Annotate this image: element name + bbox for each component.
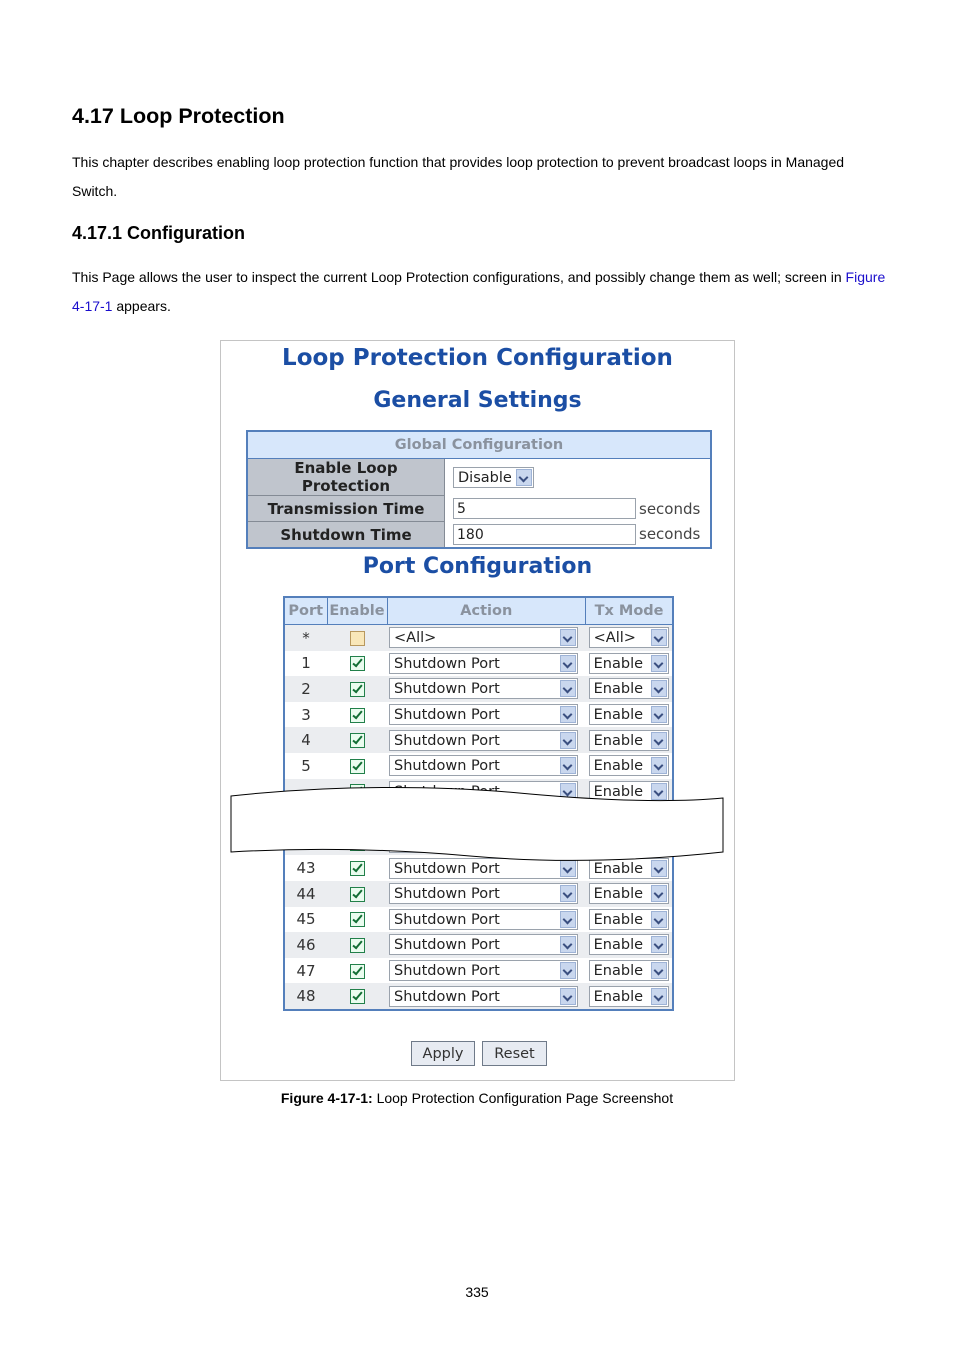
column-header-action: Action: [387, 597, 586, 625]
action-value: Shutdown Port: [394, 988, 500, 1005]
enable-checkbox[interactable]: [350, 708, 365, 723]
action-select[interactable]: [389, 704, 578, 725]
tx-mode-select[interactable]: [589, 960, 669, 981]
tx-mode-cell: [586, 727, 673, 753]
enable-checkbox[interactable]: [350, 682, 365, 697]
port-number: 47: [296, 961, 316, 980]
port-number: 48: [284, 983, 327, 1010]
transmission-time-cell: [445, 496, 640, 522]
port-row: [284, 932, 673, 958]
shutdown-time-input[interactable]: 180: [453, 524, 636, 545]
general-settings-title: General Settings: [373, 388, 582, 413]
action-value: Shutdown Port: [394, 758, 500, 775]
port-configuration-title: Port Configuration: [362, 554, 593, 579]
transmission-time-input[interactable]: 5: [453, 498, 636, 519]
enable-cell: [327, 651, 387, 677]
transmission-time-unit: seconds: [639, 499, 701, 518]
figure-link[interactable]: Figure 4-17-1: [72, 269, 886, 314]
caption-text: Loop Protection Configuration Page Screenshot: [372, 1090, 674, 1106]
port-row: [284, 881, 673, 907]
action-cell: [387, 907, 586, 933]
action-select[interactable]: [389, 678, 578, 699]
action-select[interactable]: [389, 653, 578, 674]
enable-checkbox[interactable]: [350, 964, 365, 979]
chevron-down-icon: [560, 911, 576, 928]
chevron-down-icon: [560, 988, 576, 1005]
shutdown-time-unit: seconds: [639, 525, 701, 544]
enable-cell: [327, 676, 387, 702]
tx-mode-value: Enable: [593, 860, 644, 877]
action-value: Shutdown Port: [394, 681, 500, 698]
tx-mode-select[interactable]: [589, 730, 669, 751]
action-value: Shutdown Port: [394, 937, 500, 954]
enable-cell: [327, 907, 387, 933]
port-number: 46: [284, 932, 327, 958]
port-row: [284, 702, 673, 728]
chevron-down-icon: [651, 629, 667, 646]
figure-caption: [0, 1090, 954, 1106]
tx-mode-cell: [586, 753, 673, 779]
tx-mode-value: Enable: [593, 758, 644, 775]
subsection-heading: 4.17.1 Configuration: [72, 223, 246, 243]
enable-cell: [327, 932, 387, 958]
tx-mode-value: Enable: [593, 732, 644, 749]
tx-mode-select[interactable]: [589, 909, 669, 930]
enable-checkbox[interactable]: [350, 912, 365, 927]
tx-mode-value: Enable: [593, 783, 644, 800]
tx-mode-select[interactable]: [589, 755, 669, 776]
tx-mode-select[interactable]: [589, 653, 669, 674]
port-number: 44: [284, 881, 327, 907]
column-header-tx-mode: Tx Mode: [586, 597, 673, 625]
tx-mode-value: Enable: [593, 937, 644, 954]
tx-mode-select[interactable]: [589, 704, 669, 725]
action-value: <All>: [394, 630, 437, 647]
enable-checkbox[interactable]: [350, 887, 365, 902]
action-cell: [387, 676, 586, 702]
reset-button[interactable]: Reset: [482, 1041, 547, 1066]
chevron-down-icon: [560, 936, 576, 953]
tx-mode-select[interactable]: [589, 986, 669, 1007]
action-select[interactable]: [389, 883, 578, 904]
port-row: [284, 958, 673, 984]
tx-mode-value: Enable: [593, 655, 644, 672]
enable-checkbox[interactable]: [350, 733, 365, 748]
tx-mode-value: Enable: [593, 707, 644, 724]
action-value: Shutdown Port: [394, 707, 500, 724]
enable-cell: [327, 881, 387, 907]
enable-cell: [327, 958, 387, 984]
tx-mode-value: Enable: [593, 681, 644, 698]
configuration-paragraph: [72, 263, 887, 320]
shutdown-time-cell: [445, 522, 640, 549]
action-cell: [387, 753, 586, 779]
screenshot-frame: [220, 340, 735, 1081]
port-row: [284, 753, 673, 779]
enable-cell: [327, 625, 387, 651]
action-value: Shutdown Port: [394, 886, 500, 903]
enable-loop-protection-select[interactable]: [453, 467, 534, 488]
paragraph-tail: appears.: [112, 297, 171, 314]
table-break-overlay: [230, 784, 725, 864]
port-number: 4: [284, 727, 327, 753]
intro-paragraph: This chapter describes enabling loop protection function that provides loop protection to prevent broadcast loops in Managed Switch.: [72, 154, 845, 199]
chevron-down-icon: [516, 469, 532, 486]
enable-loop-protection-cell: [445, 459, 712, 496]
tx-mode-value: Enable: [593, 988, 644, 1005]
chevron-down-icon: [560, 757, 576, 774]
paragraph-text: This Page allows the user to inspect the current Loop Protection configurations, and possibly change them as well; screen in: [72, 269, 842, 285]
transmission-time-label: Transmission Time: [247, 496, 445, 522]
port-number: 2: [284, 676, 327, 702]
port-number: 3: [301, 705, 311, 724]
action-select[interactable]: [389, 934, 578, 955]
port-row: [284, 983, 673, 1010]
tx-mode-cell: [586, 958, 673, 984]
tx-mode-cell: [586, 651, 673, 677]
port-row: [284, 727, 673, 753]
action-value: Shutdown Port: [394, 655, 500, 672]
tx-mode-select[interactable]: [589, 627, 669, 648]
action-cell: [387, 625, 586, 651]
chevron-down-icon: [651, 885, 667, 902]
shutdown-time-label: Shutdown Time: [247, 522, 445, 549]
action-cell: [387, 958, 586, 984]
chevron-down-icon: [651, 732, 667, 749]
action-cell: [387, 983, 586, 1010]
column-header-port: Port: [284, 597, 327, 625]
chevron-down-icon: [560, 962, 576, 979]
page-title: Loop Protection Configuration: [282, 345, 673, 371]
enable-checkbox[interactable]: [350, 656, 365, 671]
tx-mode-select[interactable]: [589, 678, 669, 699]
chevron-down-icon: [651, 988, 667, 1005]
port-row: [284, 651, 673, 677]
action-value: Shutdown Port: [394, 911, 500, 928]
tx-mode-cell: [586, 932, 673, 958]
chevron-down-icon: [651, 962, 667, 979]
tx-mode-value: <All>: [593, 630, 636, 647]
chevron-down-icon: [651, 706, 667, 723]
chevron-down-icon: [560, 732, 576, 749]
action-select[interactable]: [389, 909, 578, 930]
tx-mode-cell: [586, 676, 673, 702]
action-cell: [387, 881, 586, 907]
chevron-down-icon: [651, 655, 667, 672]
tx-mode-select[interactable]: [589, 883, 669, 904]
global-configuration-table: [246, 430, 712, 549]
enable-cell: [327, 727, 387, 753]
enable-checkbox[interactable]: [350, 938, 365, 953]
section-heading: 4.17 Loop Protection: [72, 104, 285, 128]
action-select[interactable]: [389, 960, 578, 981]
enable-cell: [327, 983, 387, 1010]
port-row: [284, 625, 673, 651]
port-number: 5: [301, 756, 311, 775]
enable-checkbox[interactable]: [350, 989, 365, 1004]
tx-mode-cell: [586, 702, 673, 728]
chevron-down-icon: [651, 911, 667, 928]
enable-cell: [327, 753, 387, 779]
action-select[interactable]: [389, 986, 578, 1007]
tx-mode-select[interactable]: [589, 934, 669, 955]
port-row: [284, 676, 673, 702]
action-cell: [387, 702, 586, 728]
chevron-down-icon: [560, 680, 576, 697]
chevron-down-icon: [651, 680, 667, 697]
tx-mode-value: Enable: [593, 963, 644, 980]
page-number: 335: [465, 1284, 489, 1300]
caption-label: Figure 4-17-1:: [280, 1090, 373, 1106]
enable-checkbox[interactable]: [350, 631, 365, 646]
global-config-header: Global Configuration: [247, 431, 711, 459]
chevron-down-icon: [560, 629, 576, 646]
action-select[interactable]: [389, 730, 578, 751]
action-cell: [387, 651, 586, 677]
port-row: [284, 907, 673, 933]
chevron-down-icon: [651, 757, 667, 774]
port-number: 45: [296, 910, 316, 929]
enable-loop-protection-value: Disable: [458, 469, 512, 486]
chevron-down-icon: [560, 706, 576, 723]
enable-checkbox[interactable]: [350, 759, 365, 774]
port-number: *: [284, 625, 327, 651]
tx-mode-cell: [586, 983, 673, 1010]
action-cell: [387, 932, 586, 958]
action-value: Shutdown Port: [394, 860, 500, 877]
tx-mode-value: Enable: [593, 886, 644, 903]
action-select[interactable]: [389, 755, 578, 776]
column-header-enable: Enable: [327, 597, 387, 625]
chevron-down-icon: [651, 936, 667, 953]
chevron-down-icon: [560, 655, 576, 672]
apply-button[interactable]: Apply: [411, 1041, 475, 1066]
enable-loop-protection-label: Enable Loop Protection: [247, 459, 445, 496]
enable-cell: [327, 702, 387, 728]
tx-mode-cell: [586, 625, 673, 651]
tx-mode-value: Enable: [593, 911, 644, 928]
action-select[interactable]: [389, 627, 578, 648]
port-number: 1: [301, 654, 311, 673]
port-number: 43: [296, 859, 316, 878]
action-cell: [387, 727, 586, 753]
chevron-down-icon: [560, 885, 576, 902]
action-value: Shutdown Port: [394, 963, 500, 980]
tx-mode-cell: [586, 881, 673, 907]
tx-mode-cell: [586, 907, 673, 933]
action-value: Shutdown Port: [394, 732, 500, 749]
